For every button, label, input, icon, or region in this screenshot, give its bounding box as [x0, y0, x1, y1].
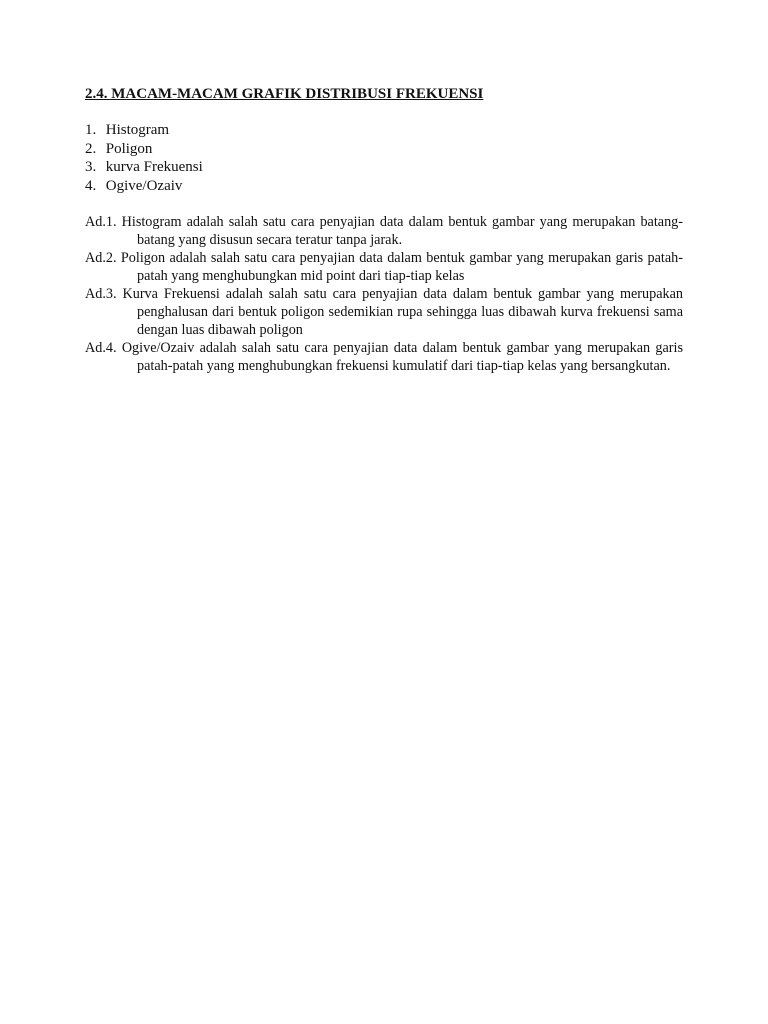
document-page	[85, 84, 683, 375]
definition-item	[85, 339, 683, 375]
list-item-number: 4.	[85, 177, 97, 194]
definition-label: Ad.3.	[85, 286, 117, 302]
list-item	[85, 158, 683, 177]
definition-item	[85, 213, 683, 249]
definition-item	[85, 285, 683, 339]
list-item-number: 3.	[85, 159, 97, 175]
list-item-text: Poligon	[105, 140, 153, 157]
definition-text: Kurva Frekuensi adalah salah satu cara penyajian data dalam bentuk gambar yang merupakan penghalusan dari bentuk poligon sedemikian rupa sehingga luas dibawah kurva frekuensi sama dengan luas dibawah poligon	[122, 286, 684, 338]
list-item	[85, 121, 683, 140]
definition-label: Ad.4.	[85, 340, 117, 356]
list-item-text: Ogive/Ozaiv	[105, 177, 183, 194]
definition-text: Poligon adalah salah satu cara penyajian data dalam bentuk gambar yang merupakan garis patah-patah yang menghubungkan mid point dari tiap-tiap kelas	[120, 250, 683, 284]
list-item-text: Histogram	[105, 122, 170, 138]
definition-text: Histogram adalah salah satu cara penyajian data dalam bentuk gambar yang merupakan batang-batang yang disusun secara teratur tanpa jarak.	[121, 214, 683, 248]
definition-label: Ad.2.	[85, 250, 117, 266]
chart-type-list	[85, 121, 683, 195]
list-item	[85, 177, 683, 196]
definition-text: Ogive/Ozaiv adalah salah satu cara penyajian data dalam bentuk gambar yang merupakan garis patah-patah yang menghubungkan frekuensi kumulatif dari tiap-tiap kelas yang bersangkutan.	[121, 340, 683, 374]
definition-label: Ad.1.	[85, 214, 117, 230]
definitions	[85, 213, 683, 375]
list-item-number: 1.	[85, 122, 97, 138]
list-item	[85, 140, 683, 159]
definition-item	[85, 249, 683, 285]
list-item-number: 2.	[85, 140, 97, 157]
section-heading: 2.4. MACAM-MACAM GRAFIK DISTRIBUSI FREKUENSI	[85, 86, 484, 102]
list-item-text: kurva Frekuensi	[105, 159, 203, 175]
